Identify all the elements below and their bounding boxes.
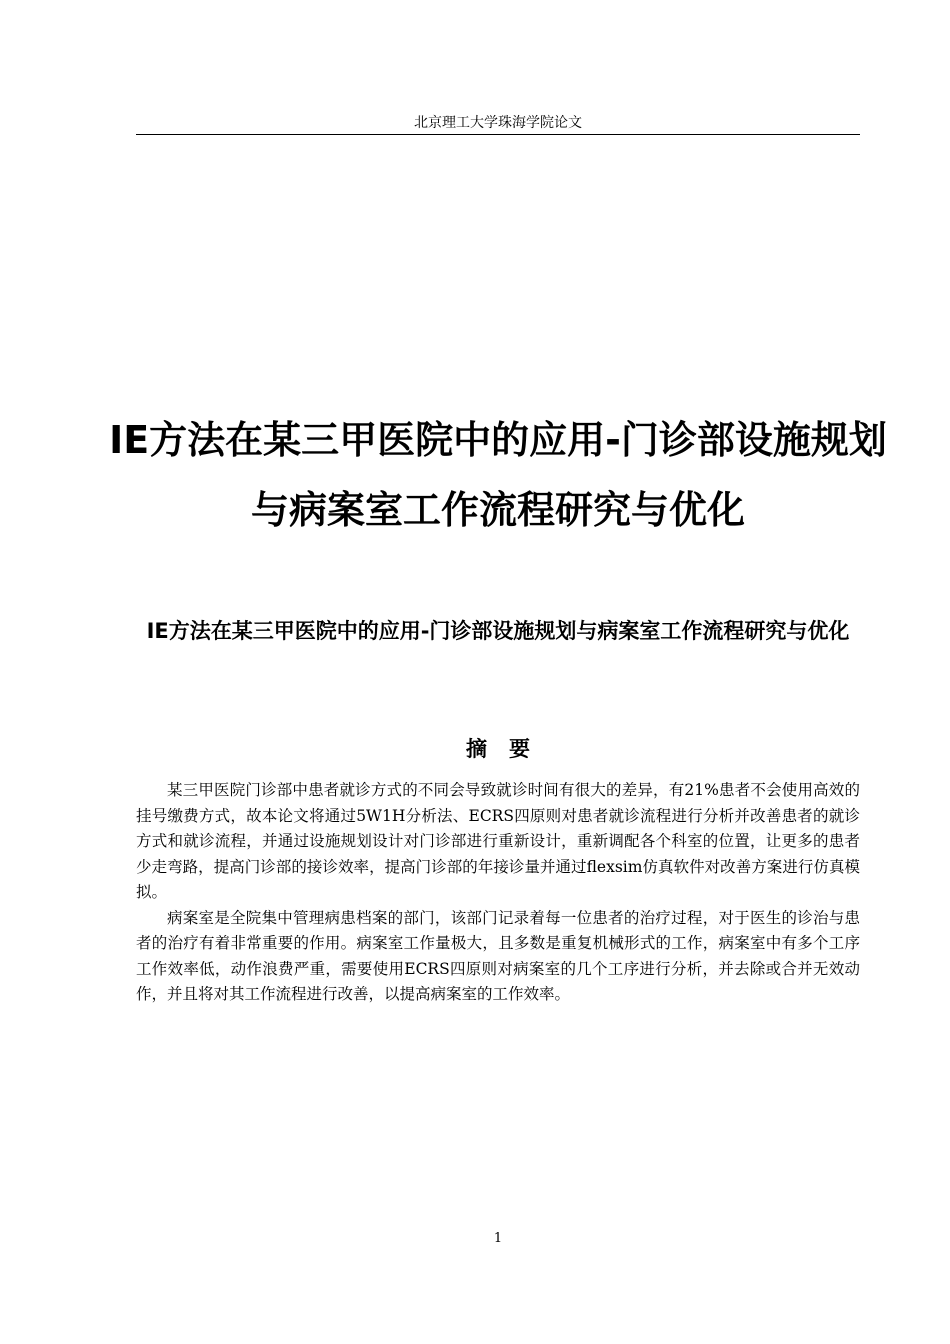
abstract-heading: 摘要 <box>466 737 552 761</box>
abstract-paragraph-2: 病案室是全院集中管理病患档案的部门，该部门记录着每一位患者的治疗过程，对于医生的诊治与患者的治疗有着非常重要的作用。病案室工作量极大，且多数是重复机械形式的工作，病案室中有多个工序工作效率低，动作浪费严重，需要使用ECRS四原则对病案室的几个工序进行分析，并去除或合并无效动作，并且将对其工作流程进行改善，以提高病案室的工作效率。 <box>136 908 860 1003</box>
page-header: 北京理工大学珠海学院论文 <box>136 114 860 135</box>
abstract-body <box>136 778 860 1008</box>
abstract-paragraph-1: 某三甲医院门诊部中患者就诊方式的不同会导致就诊时间有很大的差异，有21%患者不会使用高效的挂号缴费方式，故本论文将通过5W1H分析法、ECRS四原则对患者就诊流程进行分析并改善患者的就诊方式和就诊流程，并通过设施规划设计对门诊部进行重新设计，重新调配各个科室的位置，让更多的患者少走弯路，提高门诊部的接诊效率，提高门诊部的年接诊量并通过flexsim仿真软件对改善方案进行仿真模拟。 <box>136 781 860 901</box>
page-number: 1 <box>493 1231 503 1246</box>
thesis-subtitle: IE方法在某三甲医院中的应用-门诊部设施规划与病案室工作流程研究与优化 <box>146 619 850 643</box>
thesis-title: IE方法在某三甲医院中的应用-门诊部设施规划与病案室工作流程研究与优化 <box>109 418 887 532</box>
